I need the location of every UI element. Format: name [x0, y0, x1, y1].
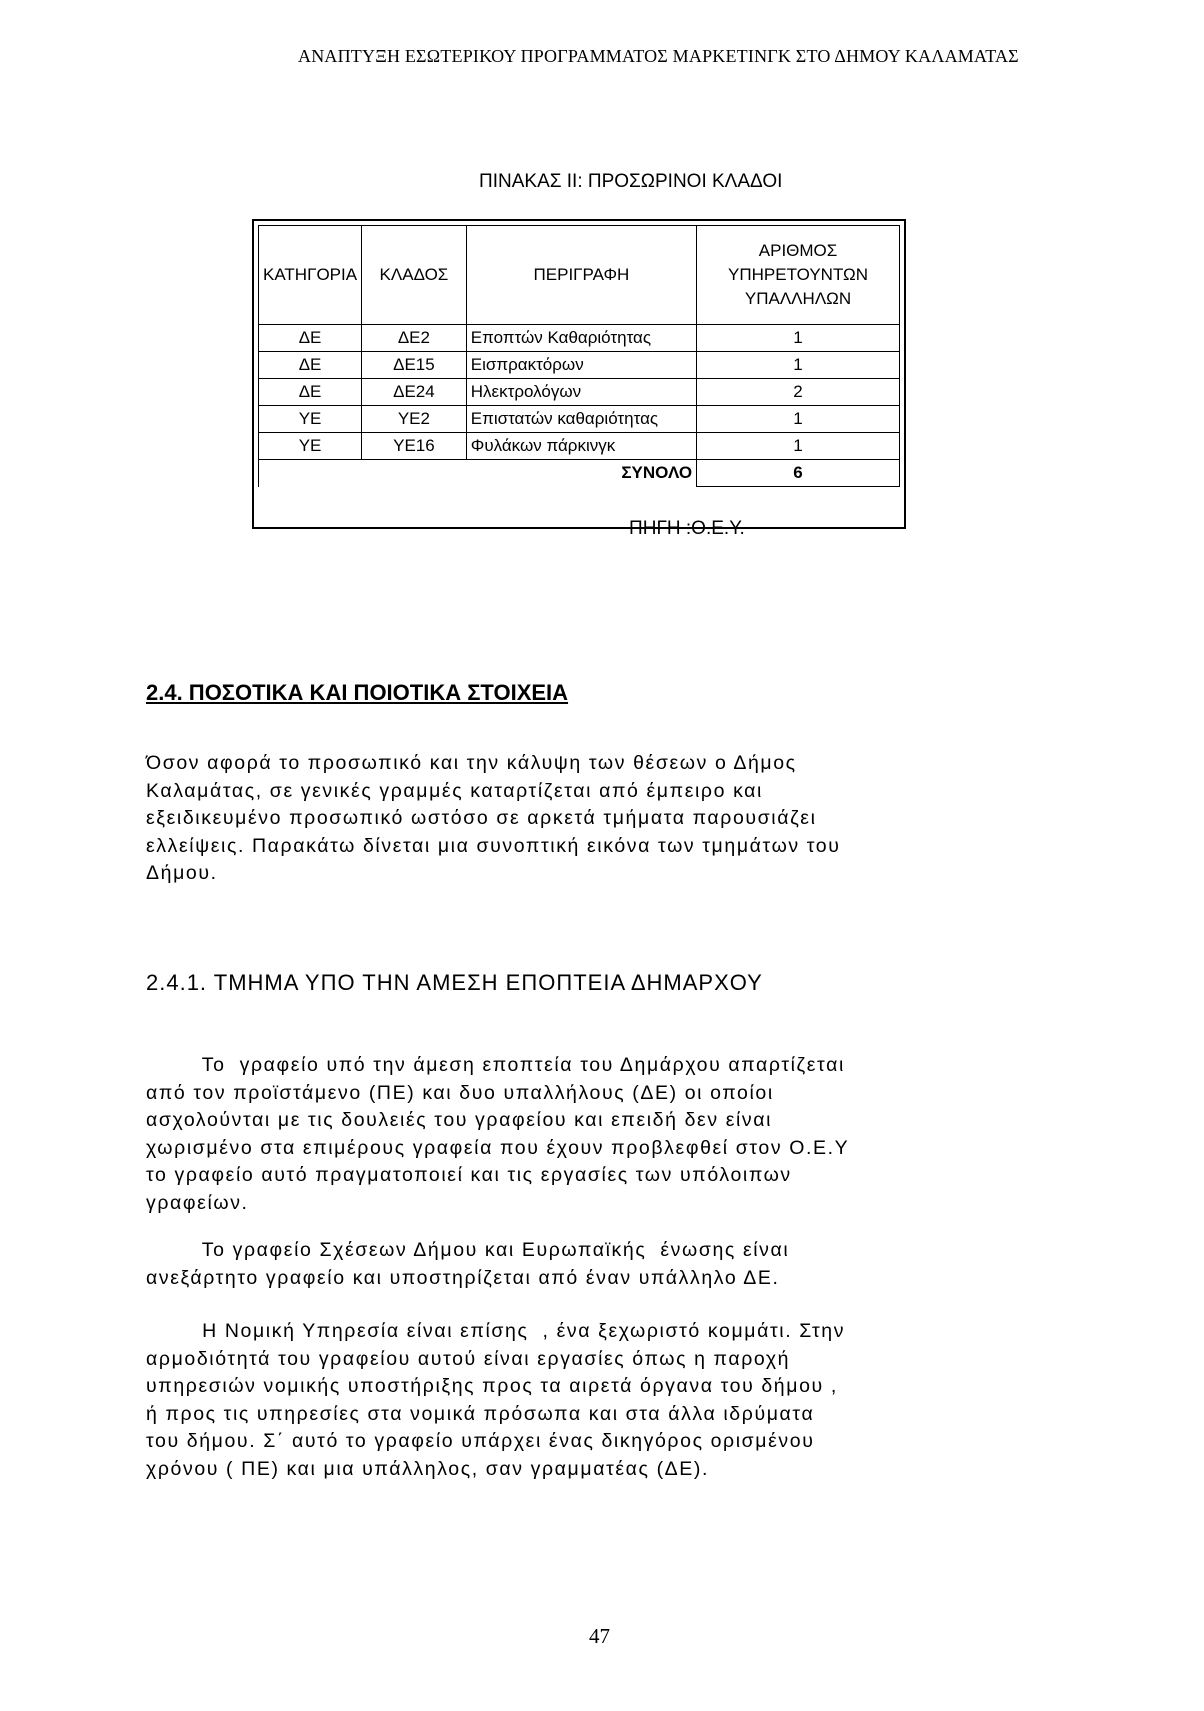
text-line: ασχολούνται με τις δουλειές του γραφείου και επειδή δεν είναι [146, 1109, 773, 1131]
text-line: χωρισμένο στα επιμέρους γραφεία που έχουν προβλεφθεί στον Ο.Ε.Υ [146, 1136, 850, 1159]
text-line: Δήμου. [146, 862, 218, 884]
section-intro-paragraph [146, 750, 1050, 888]
text-line: εξειδικευμένο προσωπικό ωστόσο σε αρκετά τμήματα παρουσιάζει [146, 807, 817, 829]
page-number: 47 [589, 1624, 610, 1648]
table-total-row [259, 460, 900, 487]
text-line: Όσον αφορά το προσωπικό και την κάλυψη των θέσεων ο Δήμος [146, 752, 797, 774]
cell-branch: ΔΕ24 [362, 379, 467, 406]
running-header: ΑΝΑΠΤΥΞΗ ΕΣΩΤΕΡΙΚΟΥ ΠΡΟΓΡΑΜΜΑΤΟΣ ΜΑΡΚΕΤΙΝΓΚ ΣΤΟ ΔΗΜΟΥ ΚΑΛΑΜΑΤΑΣ [298, 46, 1019, 66]
staff-table [252, 219, 906, 529]
section-heading: 2.4. ΠΟΣΟΤΙΚΑ ΚΑΙ ΠΟΙΟΤΙΚΑ ΣΤΟΙΧΕΙΑ [146, 680, 569, 705]
cell-branch: ΥΕ16 [362, 433, 467, 460]
cell-count: 1 [697, 352, 900, 379]
total-value: 6 [697, 460, 900, 487]
staff-table-grid [258, 225, 900, 487]
column-header: ΚΛΑΔΟΣ [362, 226, 467, 325]
text-line: ή προς τις υπηρεσίες στα νομικά πρόσωπα και στα άλλα ιδρύματα [146, 1402, 815, 1425]
cell-category: ΔΕ [259, 379, 362, 406]
table-source: ΠΗΓΗ :Ο.Ε.Υ. [629, 518, 745, 539]
cell-description: Εισπρακτόρων [466, 352, 696, 379]
text-line: ελλείψεις. Παρακάτω δίνεται μια συνοπτική εικόνα των τμημάτων του [146, 834, 841, 857]
cell-category: ΥΕ [259, 406, 362, 433]
table-row [259, 352, 900, 379]
text-line: χρόνου ( ΠΕ) και μια υπάλληλος, σαν γραμματέας (ΔΕ). [146, 1457, 710, 1480]
subsection-paragraph-1 [146, 1052, 1050, 1217]
cell-branch: ΔΕ2 [362, 325, 467, 352]
cell-description: Επιστατών καθαριότητας [466, 406, 696, 433]
cell-count: 2 [697, 379, 900, 406]
cell-count: 1 [697, 325, 900, 352]
cell-category: ΔΕ [259, 325, 362, 352]
cell-description: Ηλεκτρολόγων [466, 379, 696, 406]
text-line: Η Νομική Υπηρεσία είναι επίσης , ένα ξεχωριστό κομμάτι. Στην [146, 1320, 846, 1342]
cell-category: ΔΕ [259, 352, 362, 379]
total-blank-cell [259, 460, 467, 487]
table-title: ΠΙΝΑΚΑΣ ΙΙ: ΠΡΟΣΩΡΙΝΟΙ ΚΛΑΔΟΙ [479, 171, 783, 192]
text-line: ανεξάρτητο γραφείο και υποστηρίζεται από έναν υπάλληλο ΔΕ. [146, 1266, 780, 1289]
text-line: από τον προϊστάμενο (ΠΕ) και δυο υπαλλήλους (ΔΕ) οι οποίοι [146, 1081, 774, 1104]
table-row [259, 433, 900, 460]
cell-category: ΥΕ [259, 433, 362, 460]
column-header: ΠΕΡΙΓΡΑΦΗ [466, 226, 696, 325]
subsection-paragraph-3 [146, 1318, 1050, 1483]
text-line: Το γραφείο υπό την άμεση εποπτεία του Δημάρχου απαρτίζεται [146, 1054, 845, 1076]
cell-count: 1 [697, 433, 900, 460]
table-row [259, 325, 900, 352]
subsection-paragraph-2 [146, 1237, 1050, 1292]
text-line: το γραφείο αυτό πραγματοποιεί και τις εργασίες των υπόλοιπων [146, 1164, 792, 1186]
table-row [259, 379, 900, 406]
text-line: Καλαμάτας, σε γενικές γραμμές καταρτίζεται από έμπειρο και [146, 779, 763, 802]
column-header: ΚΑΤΗΓΟΡΙΑ [259, 226, 362, 325]
subsection-heading: 2.4.1. ΤΜΗΜΑ ΥΠΟ ΤΗΝ ΑΜΕΣΗ ΕΠΟΠΤΕΙΑ ΔΗΜΑΡΧΟΥ [146, 970, 763, 995]
total-label: ΣΥΝΟΛΟ [466, 460, 696, 487]
cell-description: Φυλάκων πάρκινγκ [466, 433, 696, 460]
cell-branch: ΥΕ2 [362, 406, 467, 433]
cell-count: 1 [697, 406, 900, 433]
text-line: Το γραφείο Σχέσεων Δήμου και Ευρωπαϊκής ένωσης είναι [146, 1239, 790, 1261]
column-header: ΑΡΙΘΜΟΣ ΥΠΗΡΕΤΟΥΝΤΩΝ ΥΠΑΛΛΗΛΩΝ [697, 226, 900, 325]
table-row [259, 406, 900, 433]
cell-branch: ΔΕ15 [362, 352, 467, 379]
text-line: γραφείων. [146, 1191, 249, 1214]
table-header-row [259, 226, 900, 325]
cell-description: Εποπτών Καθαριότητας [466, 325, 696, 352]
text-line: του δήμου. Σ΄ αυτό το γραφείο υπάρχει ένας δικηγόρος ορισμένου [146, 1430, 815, 1452]
text-line: υπηρεσιών νομικής υποστήριξης προς τα αιρετά όργανα του δήμου , [146, 1375, 838, 1397]
text-line: αρμοδιότητά του γραφείου αυτού είναι εργασίες όπως η παροχή [146, 1347, 791, 1370]
